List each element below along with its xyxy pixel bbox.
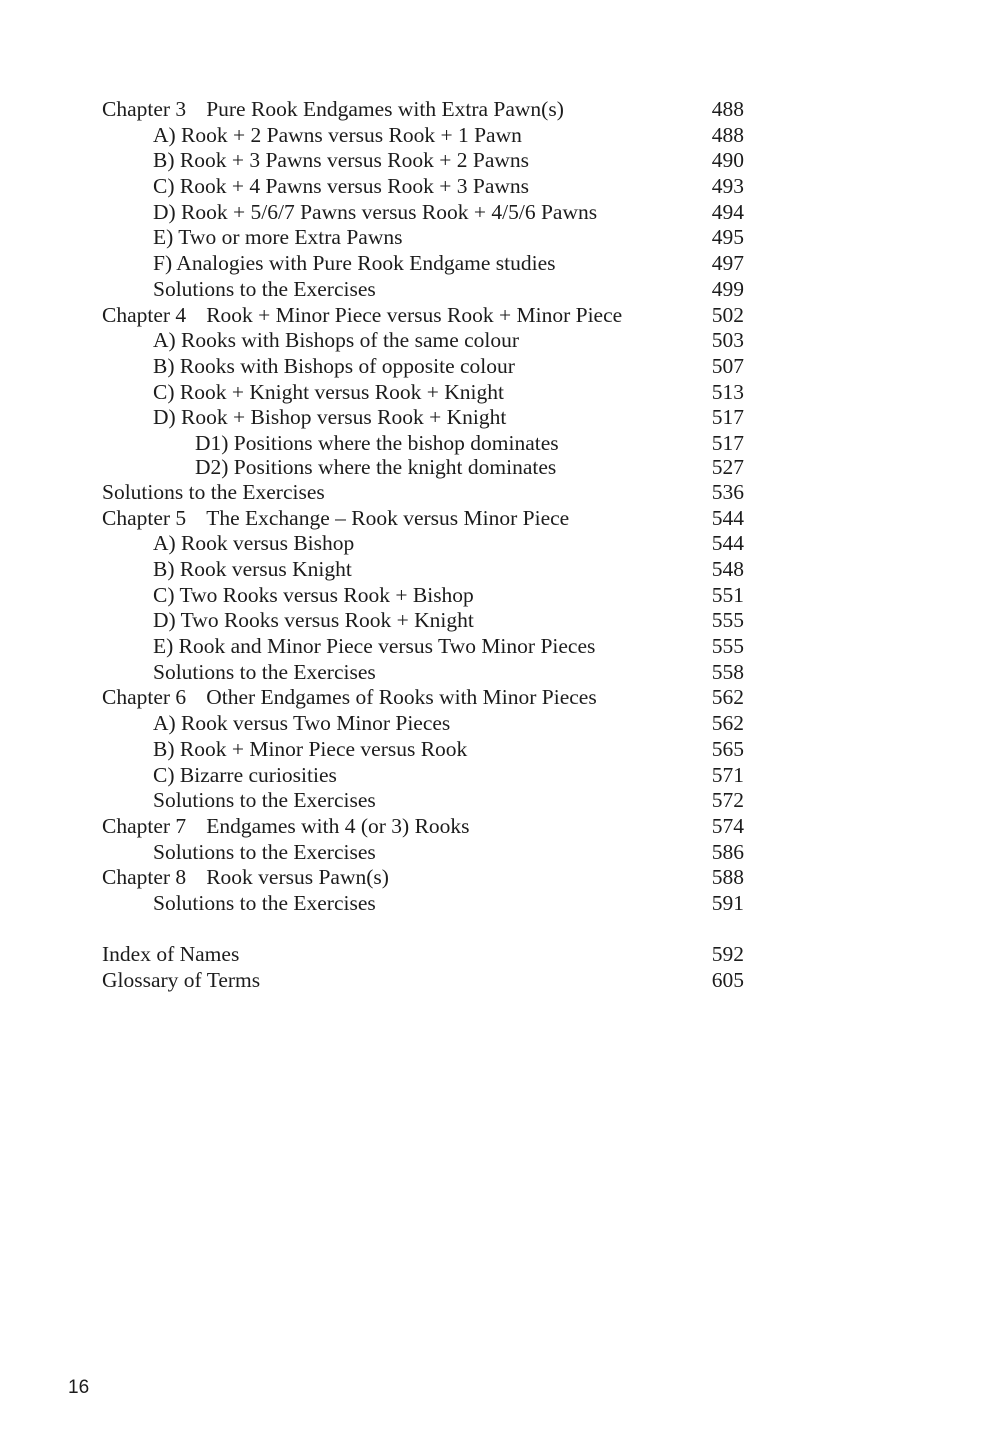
toc-entry [102,660,744,686]
toc-entry [102,123,744,149]
toc-entry-title: Solutions to the Exercises [153,890,376,915]
toc-entry-page: 517 [711,430,744,455]
toc-entry [102,431,744,456]
toc-entry-title: Glossary of Terms [102,968,261,992]
toc-entry [102,968,744,994]
toc-entry-page: 517 [711,405,744,430]
toc-entry-page: 574 [711,813,744,838]
toc-entry-title [102,814,470,840]
toc-entry-page: 555 [711,634,744,659]
toc-entry-title: Solutions to the Exercises [153,788,376,813]
toc-entry-title: B) Rooks with Bishops of opposite colour [153,353,515,378]
page-number: 16 [68,1377,90,1398]
toc-entry-title: D) Two Rooks versus Rook + Knight [153,608,474,633]
toc-entry-page: 591 [711,890,744,915]
toc-entry-title: E) Rook and Minor Piece versus Two Minor Pieces [153,634,596,659]
toc-entry-page: 558 [711,659,744,684]
toc-chapter-number: Chapter 4 [102,302,187,327]
toc-entry-title: B) Rook + 3 Pawns versus Rook + 2 Pawns [153,148,530,173]
toc-entry-page: 490 [711,148,744,173]
toc-chapter-entry [102,97,744,123]
toc-entry-page: 565 [711,736,744,761]
toc-entry-title: A) Rooks with Bishops of the same colour [153,328,520,353]
toc-entry [102,634,744,660]
toc-entry [102,225,744,251]
toc-chapter-number: Chapter 5 [102,505,187,530]
toc-entry-page: 536 [711,479,744,504]
toc-entry [102,480,744,506]
toc-entry-page: 497 [711,251,744,276]
toc-entry-page: 572 [711,788,744,813]
toc-entry-title: C) Rook + 4 Pawns versus Rook + 3 Pawns [153,174,530,199]
toc-chapter-title: Pure Rook Endgames with Extra Pawn(s) [206,97,564,121]
toc-entry-title: B) Rook versus Knight [153,557,352,581]
toc-entry-title [102,865,389,891]
toc-entry-title: C) Two Rooks versus Rook + Bishop [153,582,474,607]
toc-entry [102,380,744,406]
toc-entry-page: 562 [711,711,744,736]
toc-entry-title: A) Rook versus Two Minor Pieces [153,711,451,736]
toc-entry-title: F) Analogies with Pure Rook Endgame studies [153,251,556,276]
toc-entry [102,200,744,226]
toc-entry [102,455,744,480]
toc-entry-page: 548 [711,557,744,581]
table-of-contents [102,97,744,994]
toc-chapter-title: Other Endgames of Rooks with Minor Pieces [206,685,597,710]
toc-entry [102,251,744,277]
toc-entry [102,788,744,814]
toc-entry-title: A) Rook + 2 Pawns versus Rook + 1 Pawn [153,122,522,147]
toc-entry-page: 503 [711,328,744,353]
toc-entry-title: A) Rook versus Bishop [153,531,355,556]
toc-entry-page: 551 [711,582,744,607]
toc-entry-title [102,685,597,711]
toc-entry-title [102,97,564,123]
toc-entry-title: D) Rook + Bishop versus Rook + Knight [153,405,507,430]
toc-entry-title: D) Rook + 5/6/7 Pawns versus Rook + 4/5/6 Pawns [153,199,598,224]
toc-chapter-number: Chapter 3 [102,97,187,121]
toc-entry [102,763,744,789]
toc-entry [102,354,744,380]
toc-entry [102,942,744,968]
toc-entry-title: Index of Names [102,942,240,967]
toc-chapter-number: Chapter 8 [102,865,187,890]
toc-entry [102,891,744,917]
toc-entry-page: 493 [711,174,744,199]
toc-chapter-title: Rook + Minor Piece versus Rook + Minor Piece [206,302,623,327]
toc-entry-page: 562 [711,685,744,710]
toc-entry-page: 544 [711,505,744,530]
toc-entry [102,405,744,431]
toc-chapter-title: Endgames with 4 (or 3) Rooks [206,813,470,838]
toc-chapter-entry [102,303,744,329]
toc-entry-page: 488 [711,122,744,147]
toc-chapter-entry [102,814,744,840]
toc-entry-page: 588 [711,865,744,890]
toc-entry-page: 499 [711,276,744,301]
toc-entry-title: E) Two or more Extra Pawns [153,225,403,250]
toc-entry-page: 513 [711,379,744,404]
toc-entry [102,174,744,200]
toc-entry [102,557,744,583]
toc-entry-title: Solutions to the Exercises [102,479,325,504]
toc-entry [102,711,744,737]
toc-entry-title: B) Rook + Minor Piece versus Rook [153,736,468,761]
toc-entry-page: 495 [711,225,744,250]
toc-entry-page: 544 [711,531,744,556]
toc-entry [102,608,744,634]
toc-chapter-entry [102,685,744,711]
toc-entry [102,840,744,866]
toc-entry [102,277,744,303]
toc-entry-page: 507 [711,353,744,378]
toc-entry-title: Solutions to the Exercises [153,276,376,301]
toc-entry-title: D1) Positions where the bishop dominates [195,430,559,455]
toc-entry-title: Solutions to the Exercises [153,839,376,864]
toc-entry-page: 527 [711,455,744,480]
toc-entry-page: 488 [711,97,744,121]
toc-entry-page: 605 [711,968,744,992]
toc-entry-page: 555 [711,608,744,633]
toc-entry-page: 592 [711,942,744,967]
toc-entry-title: Solutions to the Exercises [153,659,376,684]
toc-chapter-entry [102,506,744,532]
toc-entry-page: 502 [711,302,744,327]
toc-chapter-title: Rook versus Pawn(s) [206,865,389,890]
toc-entry [102,737,744,763]
toc-entry [102,328,744,354]
toc-chapter-number: Chapter 7 [102,813,187,838]
toc-chapter-title: The Exchange – Rook versus Minor Piece [206,505,570,530]
toc-entry-title [102,303,622,329]
toc-entry-title: C) Rook + Knight versus Rook + Knight [153,379,504,404]
toc-chapter-entry [102,865,744,891]
toc-entry-title [102,506,569,532]
toc-entry-title: C) Bizarre curiosities [153,762,337,787]
toc-entry-page: 494 [711,199,744,224]
toc-entry-page: 571 [711,762,744,787]
toc-entry-title: D2) Positions where the knight dominates [195,455,557,480]
toc-chapter-number: Chapter 6 [102,685,187,710]
toc-entry [102,148,744,174]
toc-entry-page: 586 [711,839,744,864]
toc-entry [102,531,744,557]
toc-entry [102,583,744,609]
